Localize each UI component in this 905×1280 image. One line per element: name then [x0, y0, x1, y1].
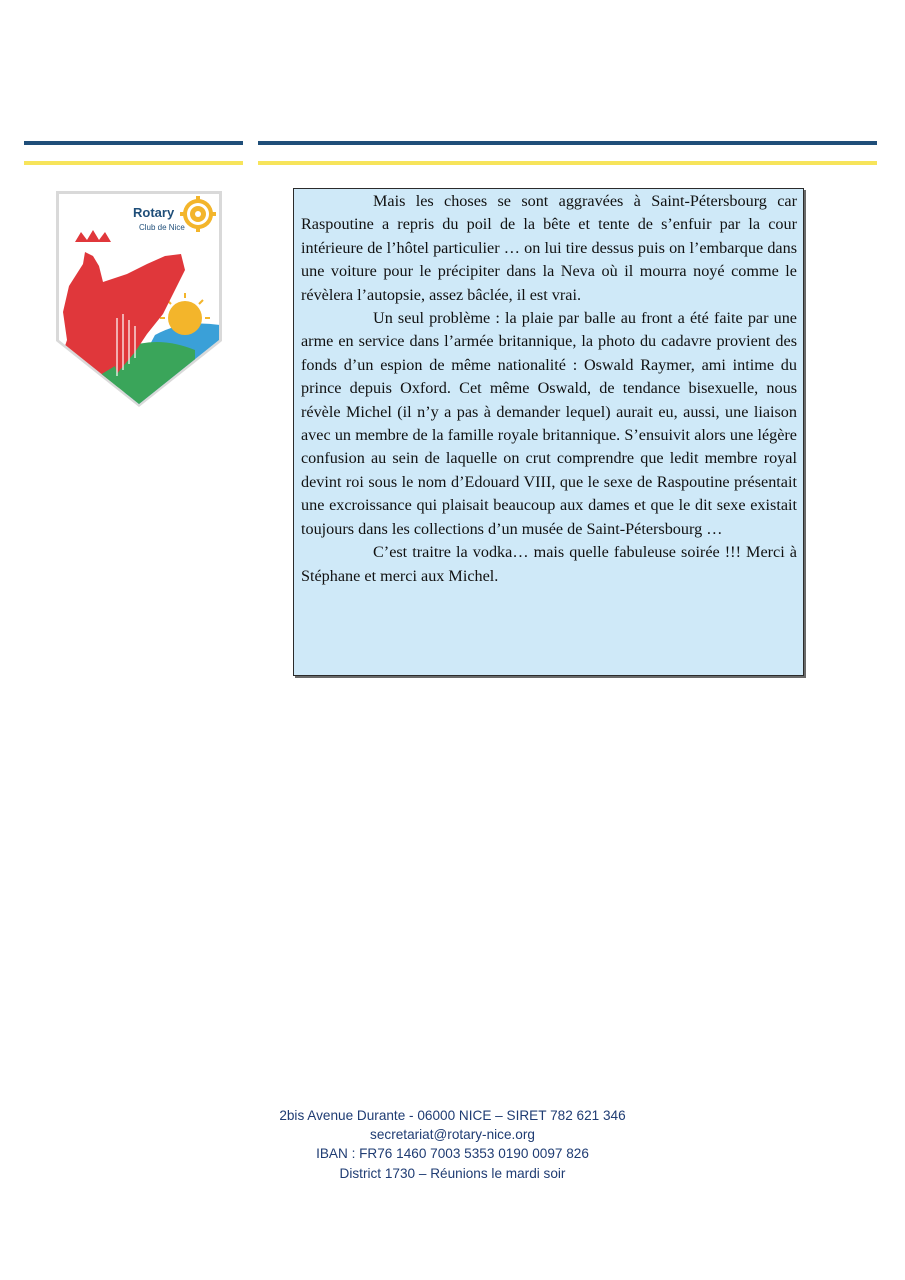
- footer-district: District 1730 – Réunions le mardi soir: [339, 1165, 566, 1181]
- article-paragraph-1: Mais les choses se sont aggravées à Saint-Pétersbourg car Raspoutine a repris du poil de la bête et tente de s’enfuir par la cour intérieure de l’hôtel particulier … on lui tire dessus puis on l’embarque dans une voiture pour le précipiter dans la Neva où il mourra noyé comme le révèlera l’autopsie, assez bâclée, il est vrai.: [301, 192, 797, 304]
- header-rule-left-blue: [24, 141, 243, 145]
- footer-iban: IBAN : FR76 1460 7003 5353 0190 0097 826: [316, 1146, 589, 1162]
- article-text-box: [293, 188, 804, 676]
- footer-address: 2bis Avenue Durante - 06000 NICE – SIRET 782 621 346: [279, 1108, 626, 1123]
- footer: [0, 1106, 905, 1183]
- article-paragraph-3: C’est traitre la vodka… mais quelle fabuleuse soirée !!! Merci à Stéphane et merci aux Michel.: [301, 543, 797, 585]
- logo-club-name: Club de Nice: [139, 223, 185, 232]
- header-rule-right-blue: [258, 141, 877, 145]
- logo-brand: Rotary: [133, 205, 175, 220]
- header-rule-right-yellow: [258, 161, 877, 165]
- rotary-club-logo: [55, 190, 223, 408]
- footer-email[interactable]: secretariat@rotary-nice.org: [370, 1127, 535, 1143]
- header-rule-left-yellow: [24, 161, 243, 165]
- article-paragraph-2: Un seul problème : la plaie par balle au front a été faite par une arme en service dans l’armée britannique, la photo du cadavre provient des fonds d’un espion de même nationalité : Oswald Raymer, ami intime du prince depuis Oxford. Cet même Oswald, de tendance bisexuelle, nous révèle Michel (il n’y a pas à demander lequel) aurait eu, aussi, une liaison avec un membre de la famille royale britannique. S’ensuivit alors une légère confusion au sein de laquelle on crut comprendre que ledit membre royal devint roi sous le nom d’Edouard VIII, que le sexe de Raspoutine présentait une excroissance qui plaisait beaucoup aux dames et que le dit sexe existait toujours dans les collections d’un musée de Saint-Pétersbourg …: [301, 309, 797, 538]
